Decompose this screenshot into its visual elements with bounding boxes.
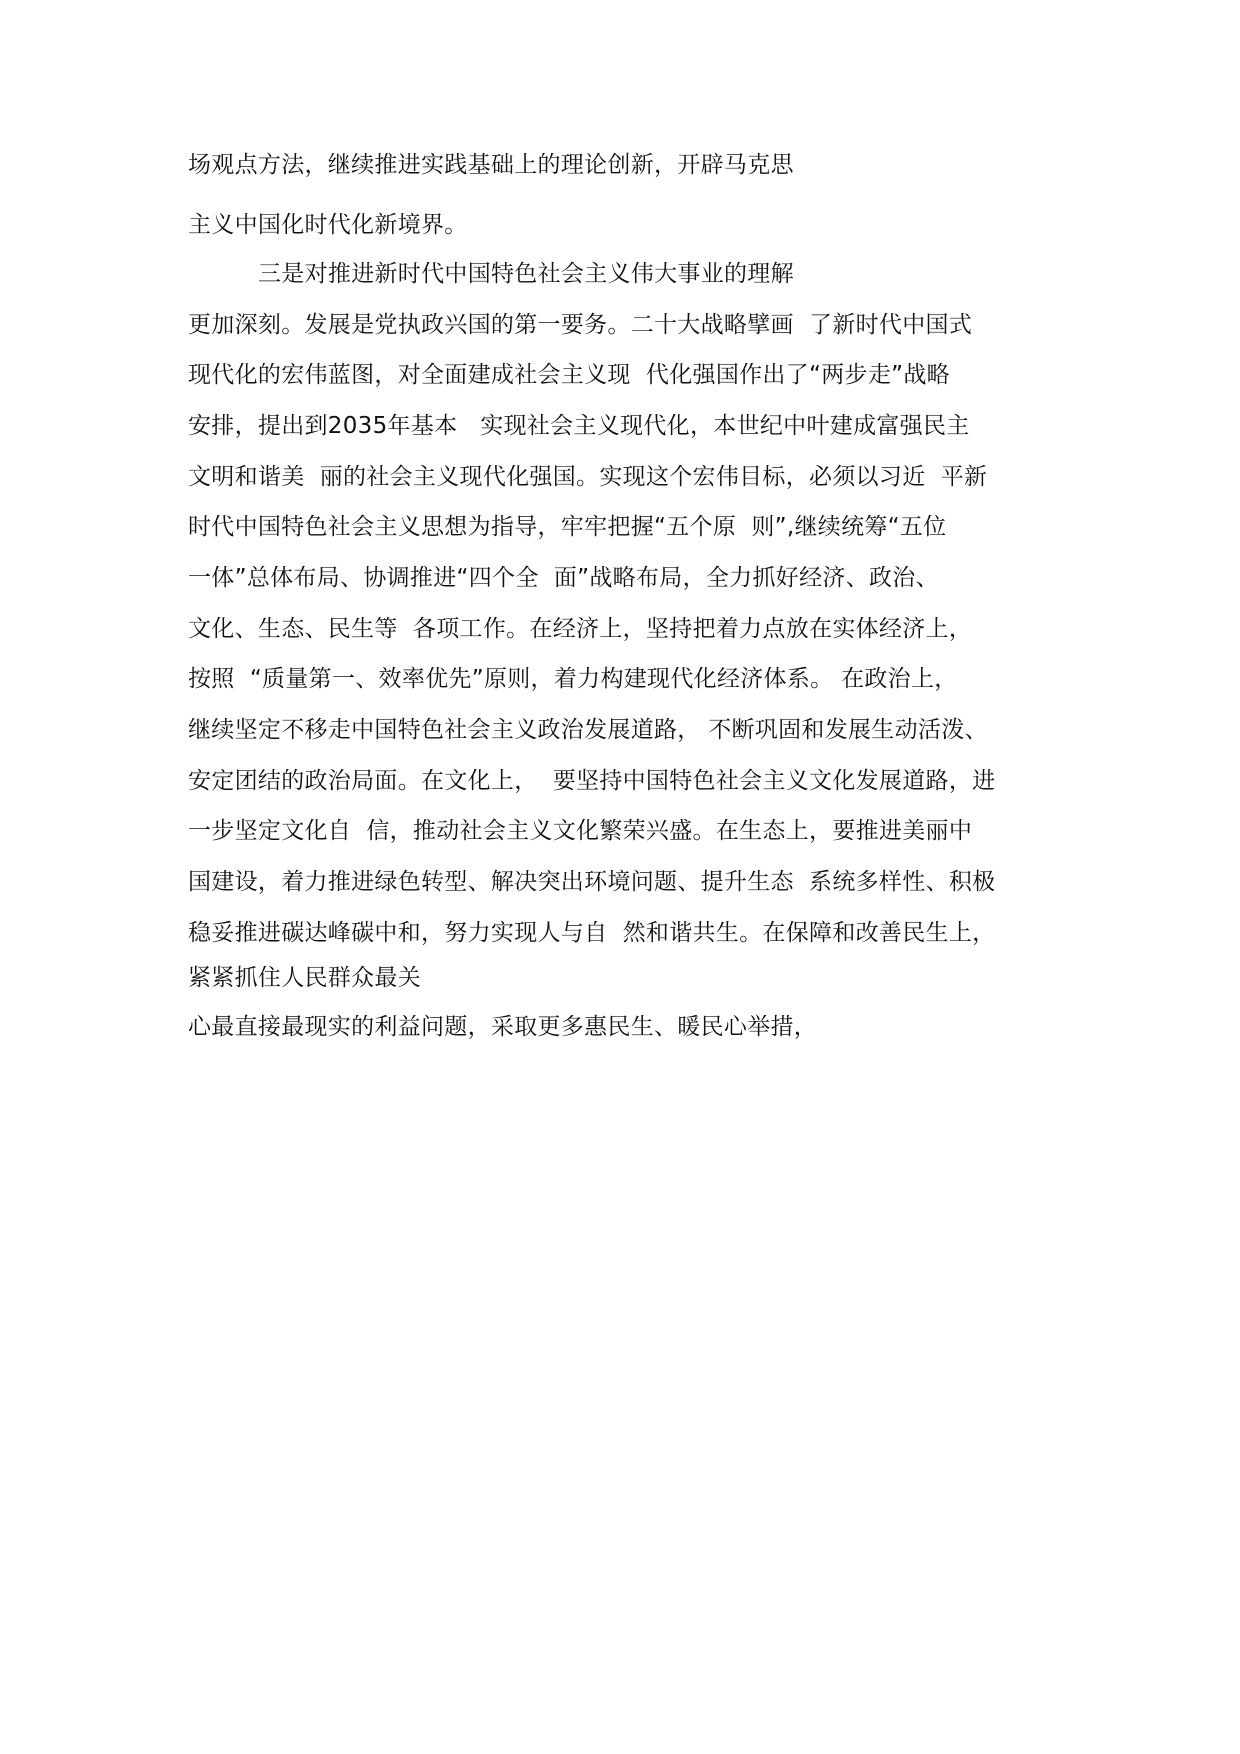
text-line: 紧紧抓住人民群众最关 xyxy=(188,965,421,991)
text-line: 稳妥推进碳达峰碳中和，努力实现人与自 然和谐共生。在保障和改善民生上， xyxy=(188,920,996,946)
text-line: 文化、生态、民生等 各项工作。在经济上，坚持把着力点放在实体经济上， xyxy=(188,616,973,642)
text-line: 一体”总体布局、协调推进“四个全 面”战略布局，全力抓好经济、政治、 xyxy=(188,565,939,591)
text-line: 心最直接最现实的利益问题，采取更多惠民生、暖民心举措， xyxy=(188,1014,818,1040)
paragraph-heading: 三是对推进新时代中国特色社会主义伟大事业的理解 xyxy=(258,261,794,287)
text-line: 安定团结的政治局面。在文化上， 要坚持中国特色社会主义文化发展道路，进 xyxy=(188,768,996,794)
text-line: 一步坚定文化自 信，推动社会主义文化繁荣兴盛。在生态上，要推进美丽中 xyxy=(188,818,973,844)
text-line: 继续坚定不移走中国特色社会主义政治发展道路， 不断巩固和发展生动活泼、 xyxy=(188,717,988,743)
text-line: 按照 “质量第一、效率优先”原则，着力构建现代化经济体系。 在政治上， xyxy=(188,666,958,692)
text-line: 现代化的宏伟蓝图，对全面建成社会主义现 代化强国作出了“两步走”战略 xyxy=(188,362,950,388)
text-line: 场观点方法，继续推进实践基础上的理论创新，开辟马克思 xyxy=(188,152,794,178)
text-line: 时代中国特色社会主义思想为指导，牢牢把握“五个原 则”,继续统筹“五位 xyxy=(188,514,947,540)
text-line: 安排，提出到2035年基本 实现社会主义现代化，本世纪中叶建成富强民主 xyxy=(188,413,970,439)
text-line: 国建设，着力推进绿色转型、解决突出环境问题、提升生态 系统多样性、积极 xyxy=(188,869,996,895)
text-line: 文明和谐美 丽的社会主义现代化强国。实现这个宏伟目标，必须以习近 平新 xyxy=(188,464,988,490)
text-line: 更加深刻。发展是党执政兴国的第一要务。二十大战略擘画 了新时代中国式 xyxy=(188,312,973,338)
text-line: 主义中国化时代化新境界。 xyxy=(188,212,468,238)
